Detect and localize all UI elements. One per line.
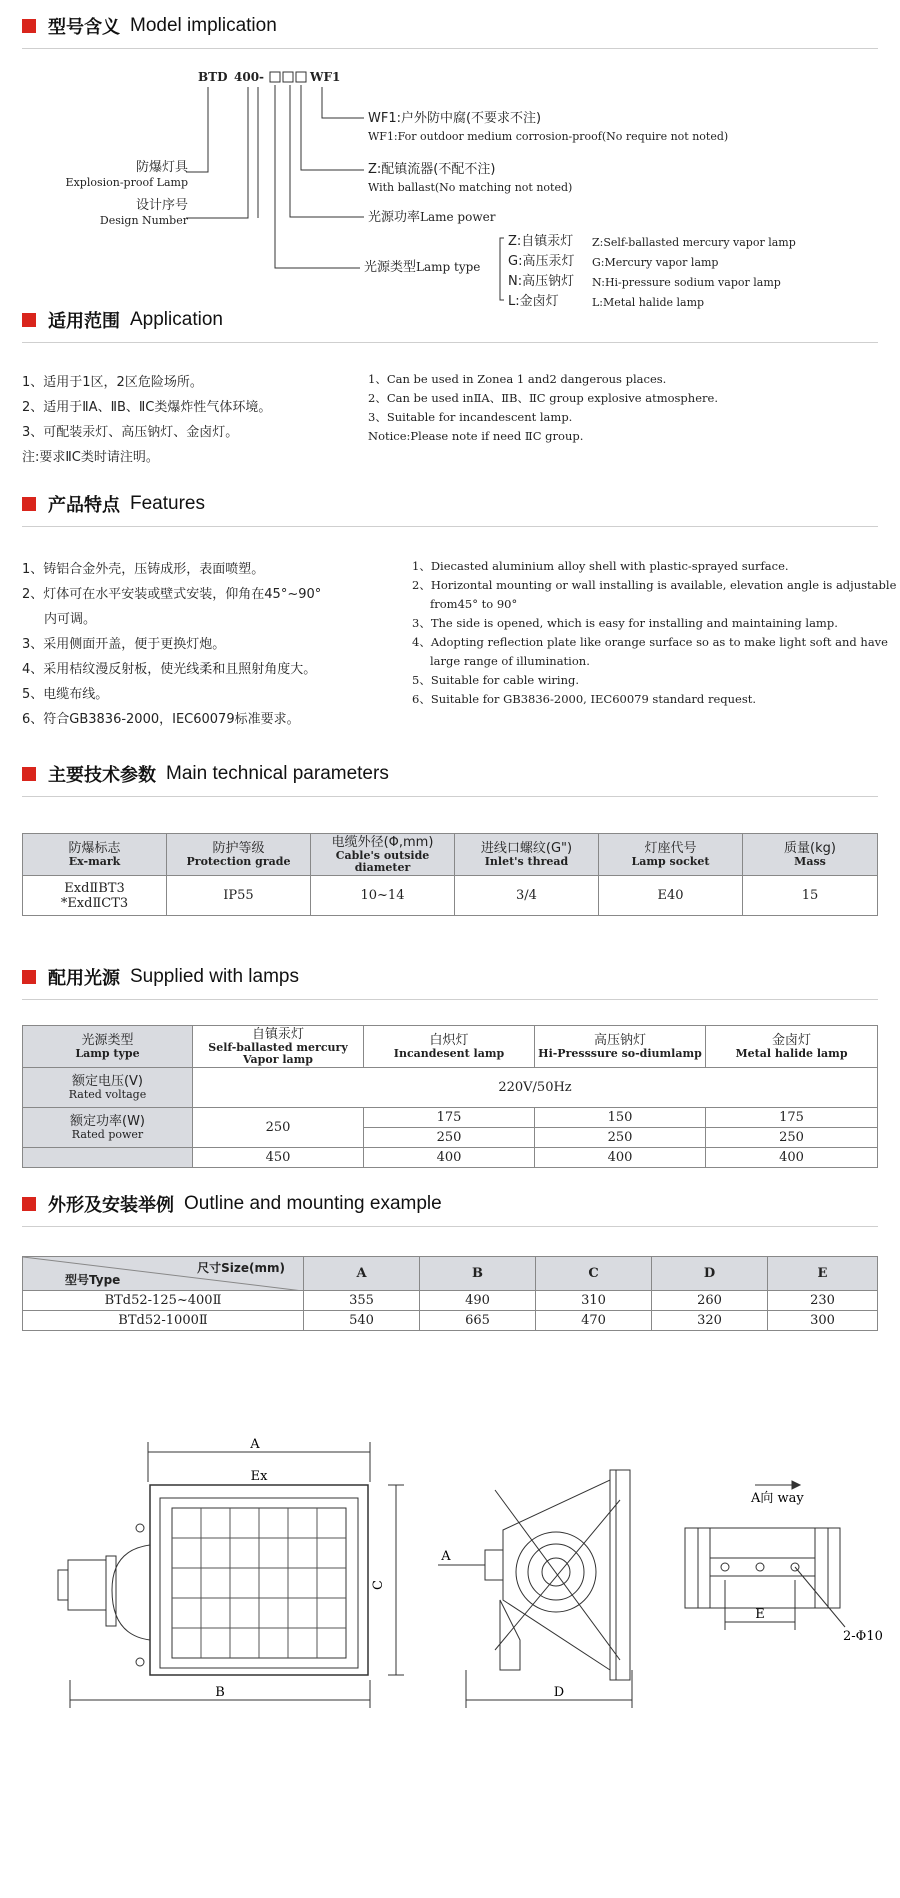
front-view (58, 1442, 404, 1708)
table-header-cell: C (536, 1257, 652, 1291)
table-cell: 450 (193, 1148, 364, 1168)
table-header-cell: 防护等级 Protection grade (167, 834, 311, 876)
red-square-icon (22, 19, 36, 33)
application-en-item: 3、Suitable for incandescent lamp. (368, 410, 573, 424)
table-header-cell: 高压钠灯 Hi-Presssure so-diumlamp (535, 1026, 706, 1068)
features-en-item: 5、Suitable for cable wiring. (412, 673, 580, 687)
table-cell: 355 (304, 1291, 420, 1311)
table-cell: 250 (193, 1108, 364, 1148)
table-row (23, 1148, 878, 1168)
lamps-section (22, 963, 878, 1000)
code-suffix: WF1 (310, 70, 341, 84)
table-cell: 230 (768, 1291, 878, 1311)
table-cell: 400 (364, 1148, 535, 1168)
outline-title-en: Outline and mounting example (184, 1193, 442, 1214)
design-label: 设计序号 Design Number (99, 198, 188, 227)
table-cell: 310 (536, 1291, 652, 1311)
table-row (23, 1068, 878, 1108)
red-square-icon (22, 767, 36, 781)
lamps-table (22, 1025, 878, 1168)
application-cn-item: 1、适用于1区，2区危险场所。 (22, 375, 203, 390)
table-cell: 260 (652, 1291, 768, 1311)
lamps-title-en: Supplied with lamps (130, 966, 299, 987)
table-cell: 250 (535, 1128, 706, 1148)
features-en-item: 1、Diecasted aluminium alloy shell with plastic-sprayed surface. (412, 559, 789, 573)
table-header-cell: 光源类型 Lamp type (23, 1026, 193, 1068)
red-square-icon (22, 1197, 36, 1211)
table-cell (23, 1148, 193, 1168)
red-square-icon (22, 313, 36, 327)
params-title-en: Main technical parameters (166, 763, 389, 784)
table-cell: 250 (706, 1128, 878, 1148)
features-en-item: 3、The side is opened, which is easy for installing and maintaining lamp. (412, 616, 838, 630)
table-cell: 400 (535, 1148, 706, 1168)
lamp-type-item: L:金卤灯 L:Metal halide lamp (508, 294, 705, 309)
table-cell: 540 (304, 1311, 420, 1331)
features-en-list (412, 557, 896, 709)
features-en-item: 6、Suitable for GB3836-2000, IEC60079 standard request. (412, 692, 757, 706)
features-title-cn: 产品特点 (48, 495, 120, 516)
table-cell: 3/4 (455, 876, 599, 916)
table-header-cell: A (304, 1257, 420, 1291)
table-header-cell: 防爆标志 Ex-mark (23, 834, 167, 876)
features-en-item: 4、Adopting reflection plate like orange surface so as to make light soft and have (412, 635, 888, 649)
features-cn-item: 2、灯体可在水平安装或壁式安装，仰角在45°~90° (22, 587, 322, 602)
features-cn-item: 内可调。 (44, 612, 97, 627)
params-table (22, 833, 878, 916)
features-cn-item: 1、铸铝合金外壳，压铸成形，表面喷塑。 (22, 562, 265, 577)
outline-header (22, 1190, 878, 1227)
table-header-row (23, 834, 878, 876)
type-label: 光源类型Lamp type (364, 260, 481, 275)
table-header-corner: 尺寸Size(mm) 型号Type (23, 1257, 304, 1291)
table-header-row (23, 1026, 878, 1068)
code-prefix: BTD (198, 70, 228, 84)
model-section (22, 12, 878, 49)
application-cn-item: 注:要求ⅡC类时请注明。 (22, 450, 159, 465)
params-section (22, 760, 878, 797)
code-box-2 (283, 72, 293, 82)
outline-title-cn: 外形及安装举例 (48, 1195, 174, 1216)
table-header-cell: 进线口螺纹(G") Inlet's thread (455, 834, 599, 876)
model-header (22, 12, 878, 49)
application-cn-item: 2、适用于ⅡA、ⅡB、ⅡC类爆炸性气体环境。 (22, 400, 272, 415)
wf1-en: WF1:For outdoor medium corrosion-proof(No require not noted) (368, 130, 729, 143)
dim-b-label: B (215, 1685, 225, 1700)
table-cell: BTd52-125~400Ⅱ (23, 1291, 304, 1311)
table-row (23, 1108, 878, 1128)
holes-label: 2-Φ10 (843, 1629, 883, 1644)
features-cn-item: 5、电缆布线。 (22, 687, 109, 702)
table-header-cell: E (768, 1257, 878, 1291)
application-title-en: Application (130, 309, 223, 330)
dim-d-label: D (553, 1685, 565, 1700)
table-header-cell: 白炽灯 Incandesent lamp (364, 1026, 535, 1068)
table-row (23, 876, 878, 916)
table-header-cell: 自镇汞灯 Self-ballasted mercury Vapor lamp (193, 1026, 364, 1068)
table-cell: IP55 (167, 876, 311, 916)
table-cell: 400 (706, 1148, 878, 1168)
lamp-type-item: N:高压钠灯 N:Hi-pressure sodium vapor lamp (508, 274, 781, 289)
table-cell: BTd52-1000Ⅱ (23, 1311, 304, 1331)
table-header-cell: 灯座代号 Lamp socket (599, 834, 743, 876)
features-title-en: Features (130, 493, 205, 514)
side-a-label: A (441, 1549, 451, 1564)
dim-c-label: C (371, 1580, 386, 1590)
table-cell: 470 (536, 1311, 652, 1331)
table-header-cell: 金卤灯 Metal halide lamp (706, 1026, 878, 1068)
code-mid: 400- (234, 70, 265, 84)
application-cn-list (22, 370, 271, 470)
lamp-type-item: Z:自镇汞灯 Z:Self-ballasted mercury vapor lamp (508, 234, 796, 249)
table-cell: E40 (599, 876, 743, 916)
table-cell: 300 (768, 1311, 878, 1331)
application-title-cn: 适用范围 (48, 311, 120, 332)
table-header-cell: B (420, 1257, 536, 1291)
side-view (438, 1470, 632, 1708)
application-en-item: 2、Can be used inⅡA、ⅡB、ⅡC group explosive atmosphere. (368, 391, 718, 405)
dim-a-label: A (250, 1437, 260, 1452)
features-en-item: from45° to 90° (430, 597, 518, 611)
a-way-label: A向 way (751, 1491, 804, 1506)
table-header-cell: D (652, 1257, 768, 1291)
application-en-list (368, 370, 718, 446)
features-section (22, 490, 878, 527)
code-box-3 (296, 72, 306, 82)
table-cell: 220V/50Hz (193, 1068, 878, 1108)
table-cell: 175 (364, 1108, 535, 1128)
features-cn-item: 4、采用桔纹漫反射板，使光线柔和且照射角度大。 (22, 662, 317, 677)
table-cell: 10~14 (311, 876, 455, 916)
application-cn-item: 3、可配装汞灯、高压钠灯、金卤灯。 (22, 425, 239, 440)
lamp-label: 防爆灯具 Explosion-proof Lamp (65, 160, 188, 189)
table-row (23, 1291, 878, 1311)
application-en-item: 1、Can be used in Zonea 1 and2 dangerous places. (368, 372, 667, 386)
red-square-icon (22, 497, 36, 511)
table-cell: ExdⅡBT3 *ExdⅡCT3 (23, 876, 167, 916)
lamp-type-item: G:高压汞灯 G:Mercury vapor lamp (508, 254, 719, 269)
table-cell: 额定电压(V) Rated voltage (23, 1068, 193, 1108)
model-title-en: Model implication (130, 15, 277, 36)
model-title-cn: 型号含义 (48, 17, 120, 38)
ex-label: Ex (250, 1469, 268, 1484)
table-header-row (23, 1257, 878, 1291)
code-box-1 (270, 72, 280, 82)
table-cell: 15 (743, 876, 878, 916)
params-title-cn: 主要技术参数 (48, 765, 156, 786)
features-cn-item: 6、符合GB3836-2000，IEC60079标准要求。 (22, 712, 300, 727)
table-row (23, 1311, 878, 1331)
ballast-cn: Z:配镇流器(不配不注) (368, 162, 496, 177)
ballast-en: With ballast(No matching not noted) (368, 181, 573, 194)
table-cell: 250 (364, 1128, 535, 1148)
application-en-item: Notice:Please note if need ⅡC group. (368, 429, 584, 443)
table-cell: 320 (652, 1311, 768, 1331)
features-en-item: 2、Horizontal mounting or wall installing is available, elevation angle is adjustable (412, 578, 897, 592)
lamps-header (22, 963, 878, 1000)
outline-drawing (0, 1430, 900, 1730)
table-cell: 150 (535, 1108, 706, 1128)
table-cell: 665 (420, 1311, 536, 1331)
features-header (22, 490, 878, 527)
lamps-title-cn: 配用光源 (48, 968, 120, 989)
features-cn-item: 3、采用侧面开盖，便于更换灯炮。 (22, 637, 226, 652)
table-header-cell: 质量(kg) Mass (743, 834, 878, 876)
red-square-icon (22, 970, 36, 984)
lamp-type-list (508, 232, 796, 312)
features-cn-list (22, 557, 321, 732)
outline-section (22, 1190, 878, 1227)
table-header-cell: 电缆外径(Φ,mm) Cable's outside diameter (311, 834, 455, 876)
application-header (22, 306, 878, 343)
outline-table (22, 1256, 878, 1331)
table-cell: 175 (706, 1108, 878, 1128)
wf1-cn: WF1:户外防中腐(不要求不注) (368, 111, 542, 126)
dim-e-label: E (755, 1607, 765, 1622)
params-header (22, 760, 878, 797)
features-en-item: large range of illumination. (430, 654, 590, 668)
power-label: 光源功率Lame power (368, 210, 496, 225)
table-cell: 490 (420, 1291, 536, 1311)
application-section (22, 306, 878, 343)
table-cell: 额定功率(W) Rated power (23, 1108, 193, 1148)
